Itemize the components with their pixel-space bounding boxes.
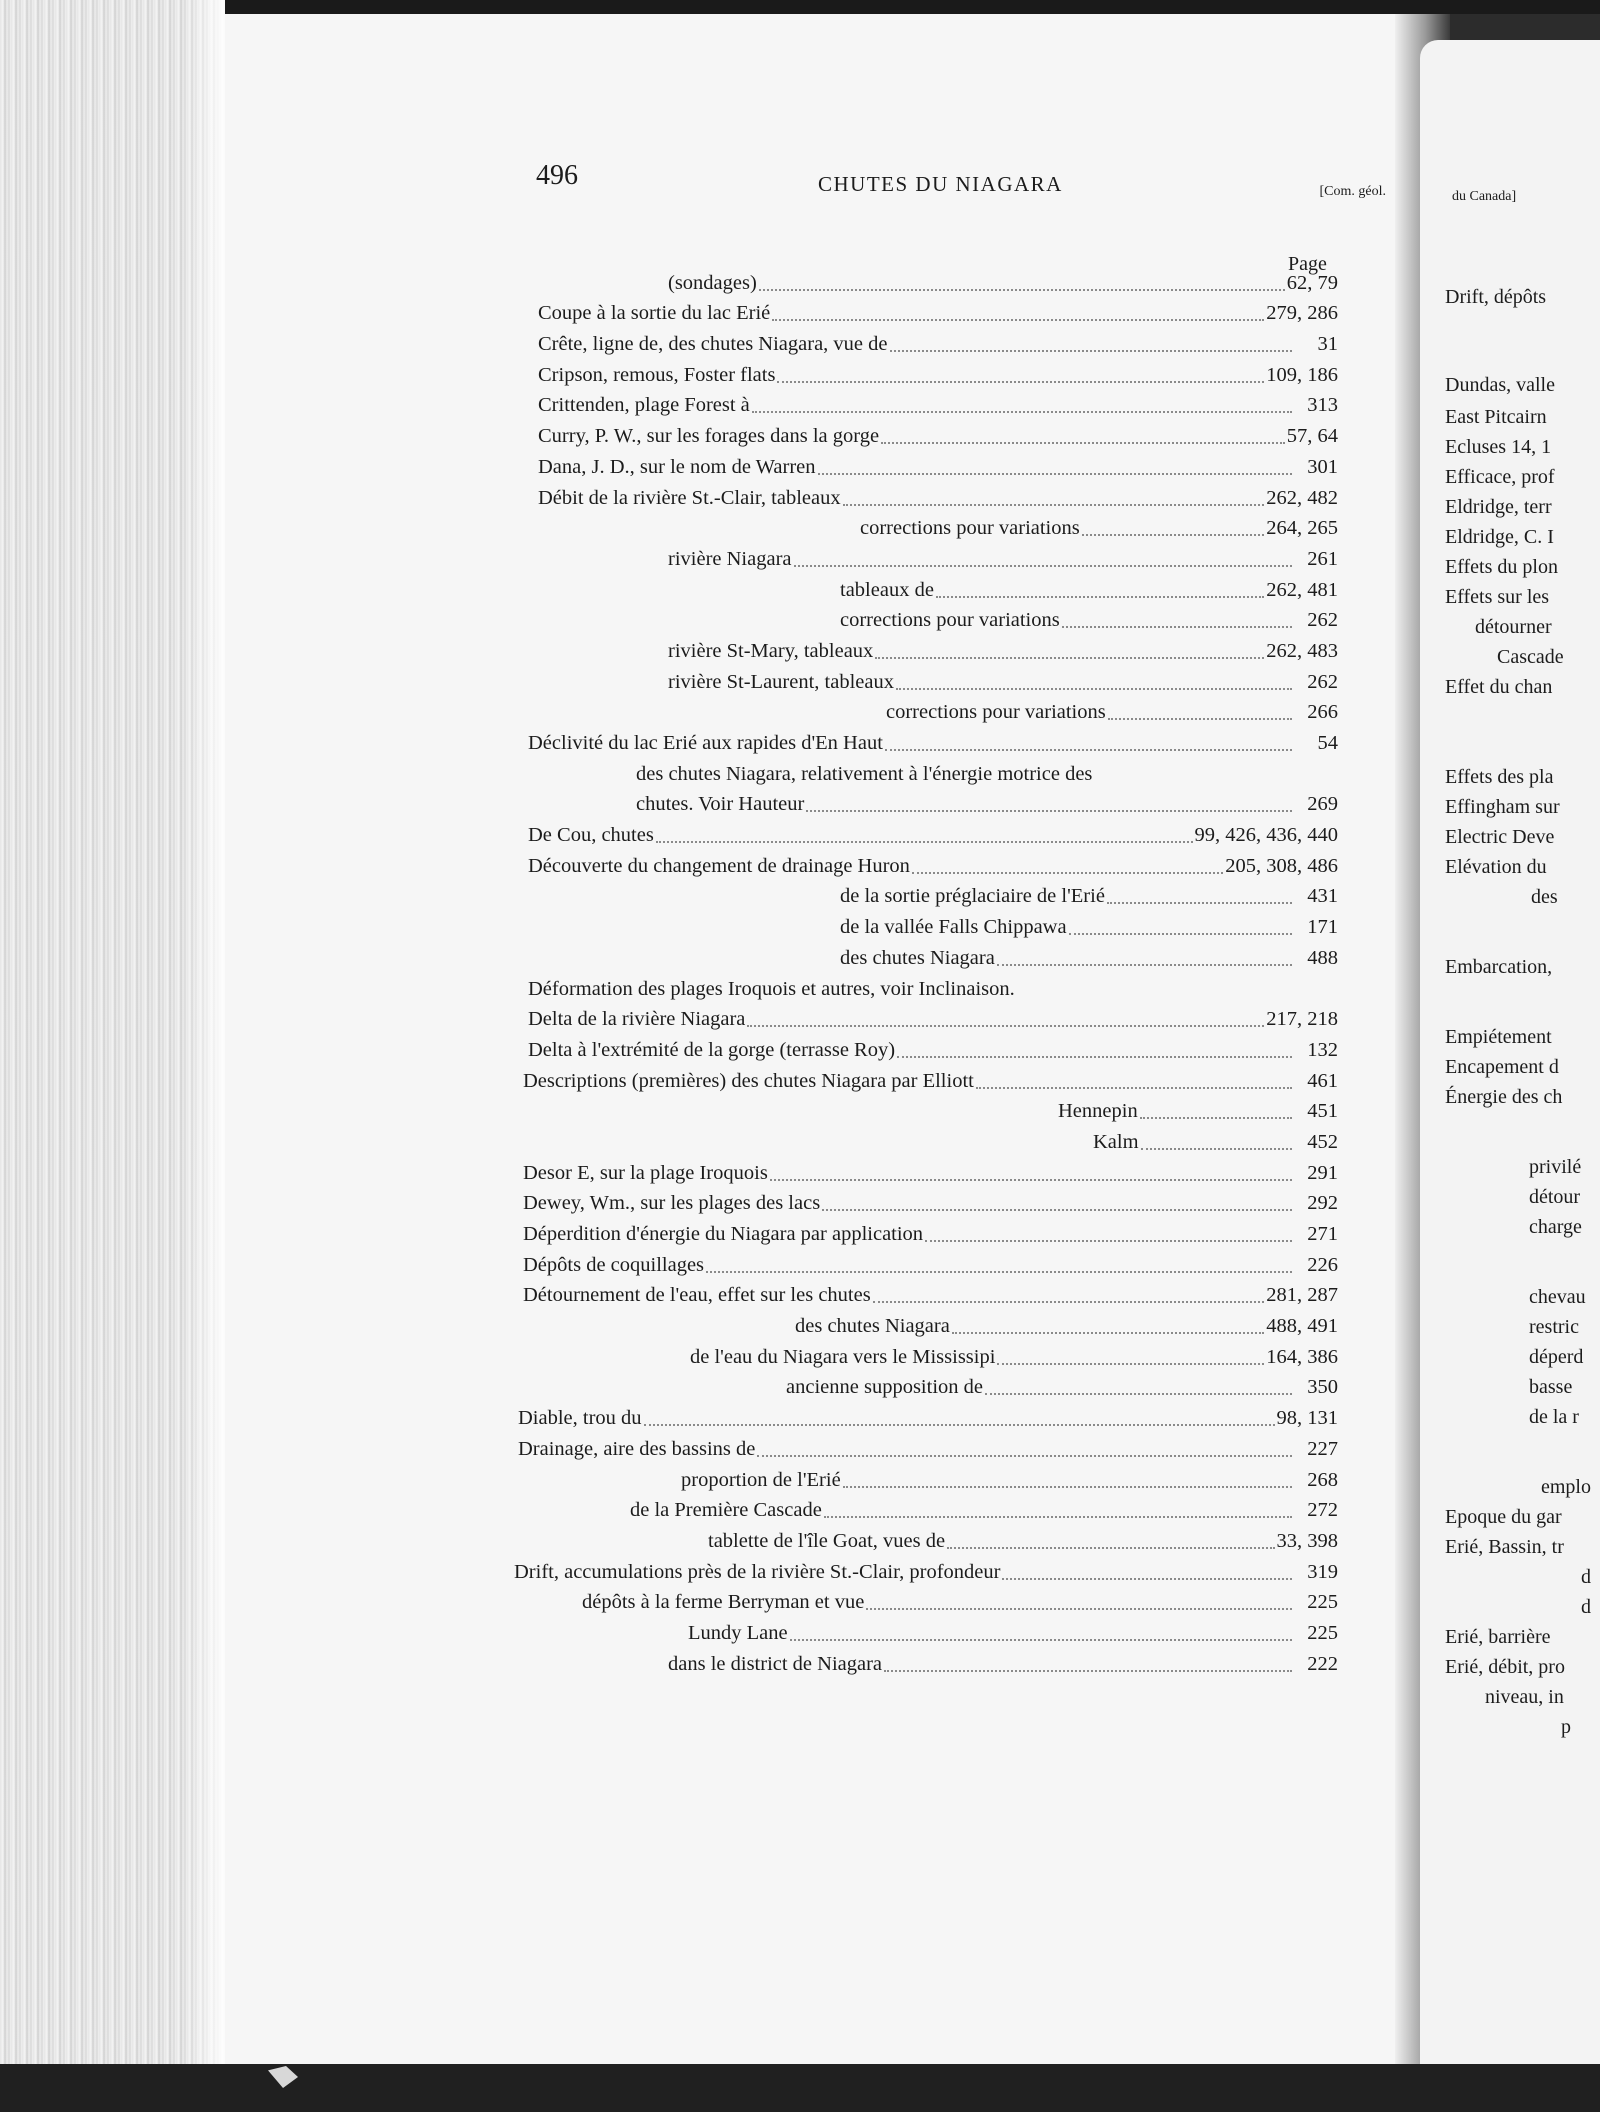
index-entry-text: Descriptions (premières) des chutes Niagara par Elliott [523, 1069, 974, 1092]
index-entry-text: ancienne supposition de [786, 1376, 983, 1399]
dot-leader [873, 1281, 1265, 1303]
index-entry [514, 417, 1338, 448]
right-page-line: Erié, barrière [1445, 1626, 1551, 1648]
index-entries [514, 264, 1338, 1676]
index-entry-text: Dépôts de coquillages [523, 1253, 705, 1276]
index-entry [514, 1154, 1338, 1185]
index-entry-text: (sondages) [668, 271, 757, 294]
index-entry-pages: 488, 491 [1266, 1315, 1338, 1338]
index-entry-pages: 319 [1307, 1560, 1338, 1583]
index-entry-text: des chutes Niagara [840, 946, 995, 969]
index-entry [514, 356, 1338, 387]
dot-leader [875, 637, 1264, 659]
right-page-line: charge [1529, 1216, 1582, 1238]
index-entry-pages: 292 [1307, 1192, 1338, 1215]
right-page-line: des [1531, 886, 1558, 908]
index-entry-pages: 271 [1307, 1223, 1338, 1245]
dot-leader [752, 391, 1292, 413]
index-entry-pages: 264, 265 [1266, 517, 1338, 540]
index-entry-text: rivière Niagara [668, 547, 792, 570]
right-page-line: Ecluses 14, 1 [1445, 436, 1552, 458]
right-page-line: restric [1529, 1316, 1579, 1338]
index-entry-pages: 488 [1307, 946, 1338, 969]
right-page-line: Effingham sur [1445, 796, 1560, 818]
index-entry-pages: 291 [1307, 1161, 1338, 1184]
scan-bottom-edge [0, 2064, 1600, 2112]
index-entry-text: dans le district de Niagara [668, 1652, 883, 1675]
index-entry [514, 510, 1338, 541]
index-entry-pages: 452 [1307, 1130, 1338, 1153]
right-page-line: détour [1529, 1186, 1581, 1208]
index-entry-text: Déformation des plages Iroquois et autres, voir Inclinaison. [528, 977, 1015, 1000]
index-entry [514, 786, 1338, 817]
index-entry-pages: 301 [1307, 455, 1338, 478]
dot-leader [1140, 1097, 1292, 1119]
right-page-line: basse [1529, 1376, 1573, 1398]
index-entry-pages: 313 [1307, 394, 1338, 417]
right-page-line: Empiétement [1445, 1026, 1552, 1048]
dot-leader [881, 422, 1285, 444]
index-entry [514, 540, 1338, 571]
dot-leader [818, 453, 1293, 475]
index-entry-text: Dewey, Wm., sur les plages des lacs [523, 1192, 821, 1215]
index-entry [514, 264, 1338, 295]
index-entry-pages: 99, 426, 436, 440 [1194, 824, 1338, 847]
right-page-line: Dundas, valle [1445, 374, 1555, 396]
index-entry [514, 1369, 1338, 1400]
right-page-line: Énergie des ch [1445, 1086, 1563, 1108]
index-entry-text: Dana, J. D., sur le nom de Warren [538, 455, 816, 478]
index-entry-text: Cripson, remous, Foster flats [538, 363, 776, 386]
index-entry-pages: 281, 287 [1266, 1284, 1338, 1307]
index-entry [514, 325, 1338, 356]
index-entry [514, 939, 1338, 970]
index-entry-pages: 217, 218 [1266, 1008, 1338, 1031]
index-entry-pages: 164, 386 [1266, 1345, 1338, 1368]
index-entry-text: Déperdition d'énergie du Niagara par application [523, 1223, 924, 1245]
right-page-line: Effets sur les [1445, 586, 1550, 608]
dot-leader [1017, 977, 1292, 997]
dot-leader [912, 852, 1223, 874]
dot-leader [884, 1650, 1292, 1672]
index-entry [514, 1031, 1338, 1062]
index-entry-pages: 272 [1307, 1499, 1338, 1522]
right-page-line: d [1581, 1566, 1591, 1588]
index-entry-text: Drainage, aire des bassins de [518, 1437, 756, 1460]
page-number: 496 [536, 160, 578, 191]
index-entry-pages: 461 [1307, 1069, 1338, 1092]
index-entry [514, 1277, 1338, 1308]
index-entry [514, 1093, 1338, 1124]
dot-leader [706, 1251, 1292, 1273]
right-page-line: chevau [1529, 1286, 1586, 1308]
right-page-line: détourner [1475, 616, 1552, 638]
index-entry-pages: 225 [1307, 1591, 1338, 1614]
index-entry-pages: 261 [1307, 547, 1338, 570]
index-entry-pages: 225 [1307, 1621, 1338, 1644]
index-entry-text: de la vallée Falls Chippawa [840, 916, 1067, 939]
dot-leader [1002, 1558, 1292, 1580]
dot-leader [936, 576, 1264, 598]
right-page [1420, 40, 1600, 2070]
dot-leader [1141, 1128, 1292, 1150]
dot-leader [896, 668, 1292, 690]
index-entry-pages: 262 [1307, 670, 1338, 693]
index-entry-pages: 62, 79 [1286, 271, 1338, 294]
index-entry-pages: 262 [1307, 609, 1338, 632]
dot-leader [1094, 762, 1292, 782]
index-entry-pages: 54 [1317, 732, 1338, 754]
right-page-line: East Pitcairn [1445, 406, 1547, 428]
index-entry [514, 479, 1338, 510]
dot-leader [866, 1588, 1292, 1610]
index-entry-text: de la sortie préglaciaire de l'Erié [840, 885, 1105, 908]
index-entry [514, 663, 1338, 694]
index-entry-pages: 262, 482 [1266, 486, 1338, 509]
right-page-line: emplo [1541, 1476, 1591, 1498]
dot-leader [843, 484, 1265, 506]
right-page-line: Effets des pla [1445, 766, 1554, 788]
right-page-line: Eldridge, C. I [1445, 526, 1554, 548]
index-entry [514, 1246, 1338, 1277]
dot-leader [1082, 514, 1265, 536]
dot-leader [757, 1435, 1292, 1457]
right-page-line: p [1561, 1716, 1571, 1738]
dot-leader [985, 1373, 1292, 1395]
index-entry-text: Coupe à la sortie du lac Erié [538, 302, 771, 325]
index-entry-pages: 268 [1307, 1468, 1338, 1491]
index-entry-text: tableaux de [840, 578, 934, 601]
dot-leader [890, 330, 1292, 352]
right-page-line: Elévation du [1445, 856, 1547, 878]
index-entry-text: Découverte du changement de drainage Huron [528, 854, 910, 877]
index-entry-text: Déclivité du lac Erié aux rapides d'En Haut [528, 732, 883, 754]
index-entry-text: chutes. Voir Hauteur [636, 793, 805, 816]
index-entry [514, 878, 1338, 909]
index-entry [514, 1062, 1338, 1093]
index-entry-text: Drift, accumulations près de la rivière St.-Clair, profondeur [514, 1560, 1001, 1583]
dot-leader [777, 361, 1264, 383]
dot-leader [1062, 606, 1292, 628]
index-entry-pages: 109, 186 [1266, 363, 1338, 386]
index-entry [514, 1185, 1338, 1216]
index-entry-text: des chutes Niagara [795, 1315, 950, 1338]
index-entry [514, 632, 1338, 663]
book-page-edges [0, 0, 225, 2112]
index-entry [514, 970, 1338, 1001]
right-page-line: Effets du plon [1445, 556, 1558, 578]
running-tag: [Com. géol. [1319, 184, 1386, 199]
dot-leader [1108, 698, 1292, 720]
index-entry-pages: 132 [1307, 1038, 1338, 1061]
scan-top-edge [0, 0, 1600, 14]
index-entry-pages: 98, 131 [1276, 1407, 1338, 1430]
dot-leader [822, 1189, 1292, 1211]
index-entry-pages: 205, 308, 486 [1225, 854, 1338, 877]
right-page-line: Electric Deve [1445, 826, 1555, 848]
dot-leader [997, 944, 1292, 966]
index-entry-pages: 451 [1307, 1100, 1338, 1123]
index-entry-pages: 431 [1307, 885, 1338, 908]
index-entry [514, 694, 1338, 725]
index-entry-pages: 222 [1307, 1652, 1338, 1675]
index-entry-pages: 279, 286 [1266, 302, 1338, 325]
index-entry-pages: 33, 398 [1276, 1529, 1338, 1552]
running-head [536, 160, 1386, 200]
index-entry [514, 1307, 1338, 1338]
index-entry-pages: 31 [1317, 333, 1338, 356]
right-page-line: Eldridge, terr [1445, 496, 1552, 518]
dot-leader [644, 1404, 1275, 1426]
index-entry [514, 1001, 1338, 1032]
index-entry [514, 1522, 1338, 1553]
index-entry [514, 1399, 1338, 1430]
index-entry [514, 1215, 1338, 1246]
index-entry-text: dépôts à la ferme Berryman et vue [582, 1591, 865, 1614]
index-entry [514, 1614, 1338, 1645]
right-page-line: Erié, Bassin, tr [1445, 1536, 1564, 1558]
index-entry-text: de la Première Cascade [630, 1499, 822, 1522]
index-entry [514, 295, 1338, 326]
index-entry-text: Débit de la rivière St.-Clair, tableaux [538, 486, 841, 509]
index-entry [514, 1492, 1338, 1523]
index-entry-pages: 266 [1307, 701, 1338, 724]
dot-leader [824, 1496, 1292, 1518]
index-entry [514, 1430, 1338, 1461]
index-entry-text: proportion de l'Erié [681, 1468, 841, 1491]
right-page-line: Encapement d [1445, 1056, 1559, 1078]
index-entry [514, 1338, 1338, 1369]
index-entry [514, 387, 1338, 418]
index-entry [514, 1123, 1338, 1154]
dot-leader [790, 1619, 1292, 1641]
index-entry [514, 1461, 1338, 1492]
index-entry-pages: 262, 481 [1266, 578, 1338, 601]
index-entry-text: corrections pour variations [860, 517, 1080, 540]
index-entry [514, 1553, 1338, 1584]
index-entry-text: corrections pour variations [840, 609, 1060, 632]
index-entry-pages: 171 [1307, 916, 1338, 939]
dot-leader [897, 1036, 1292, 1058]
index-entry-text: corrections pour variations [886, 701, 1106, 724]
index-entry [514, 847, 1338, 878]
index-entry-text: Détournement de l'eau, effet sur les chutes [523, 1284, 871, 1307]
index-entry-text: tablette de l'île Goat, vues de [708, 1529, 946, 1552]
index-entry-text: rivière St-Laurent, tableaux [668, 670, 894, 693]
index-entry-pages: 350 [1307, 1376, 1338, 1399]
index-entry-text: Hennepin [1058, 1100, 1138, 1123]
running-title: CHUTES DU NIAGARA [818, 172, 1063, 196]
index-entry-text: Delta à l'extrémité de la gorge (terrasse Roy) [528, 1038, 896, 1061]
page-column-label: Page [1288, 253, 1327, 275]
dot-leader [794, 545, 1293, 567]
index-entry-text: rivière St-Mary, tableaux [668, 639, 874, 662]
dot-leader [952, 1312, 1264, 1334]
dot-leader [843, 1466, 1292, 1488]
index-entry-text: De Cou, chutes [528, 824, 654, 847]
index-entry [514, 448, 1338, 479]
right-page-line: Efficace, prof [1445, 466, 1555, 488]
dot-leader [976, 1067, 1292, 1089]
index-entry [514, 816, 1338, 847]
index-entry-text: Lundy Lane [688, 1621, 788, 1644]
dot-leader [925, 1220, 1292, 1242]
dot-leader [885, 729, 1292, 751]
right-page-line: Embarcation, [1445, 956, 1553, 978]
index-entry-pages: 269 [1307, 793, 1338, 816]
index-entry-text: Desor E, sur la plage Iroquois [523, 1161, 768, 1184]
index-entry [514, 908, 1338, 939]
dot-leader [1069, 913, 1292, 935]
index-entry [514, 1645, 1338, 1676]
index-entry [514, 755, 1338, 786]
index-entry [514, 602, 1338, 633]
dot-leader [770, 1159, 1292, 1181]
index-entry-pages: 262, 483 [1266, 639, 1338, 662]
right-page-line: niveau, in [1485, 1686, 1564, 1708]
dot-leader [1107, 882, 1292, 904]
index-entry-text: Kalm [1093, 1130, 1139, 1153]
dot-leader [656, 821, 1193, 843]
right-page-line: Epoque du gar [1445, 1506, 1562, 1528]
index-entry [514, 571, 1338, 602]
dot-leader [772, 299, 1264, 321]
index-entry [514, 724, 1338, 755]
dot-leader [747, 1005, 1264, 1027]
index-entry-pages: 57, 64 [1286, 425, 1338, 448]
right-page-line: privilé [1529, 1156, 1582, 1178]
index-entry-text: Crittenden, plage Forest à [538, 394, 750, 417]
right-page-line: déperd [1529, 1346, 1584, 1368]
index-entry-text: Delta de la rivière Niagara [528, 1008, 746, 1031]
index-entry-pages: 226 [1307, 1253, 1338, 1276]
dot-leader [806, 790, 1292, 812]
dot-leader [997, 1343, 1264, 1365]
dot-leader [759, 269, 1285, 291]
index-entry-text: des chutes Niagara, relativement à l'énergie motrice des [636, 762, 1093, 785]
right-page-line: Effet du chan [1445, 676, 1553, 698]
dot-leader [947, 1527, 1274, 1549]
right-page-line: d [1581, 1596, 1591, 1618]
index-entry-text: Crête, ligne de, des chutes Niagara, vue de [538, 333, 888, 356]
index-entry-text: Curry, P. W., sur les forages dans la gorge [538, 425, 880, 448]
right-page-line: Erié, débit, pro [1445, 1656, 1565, 1678]
index-entry-text: Diable, trou du [518, 1407, 642, 1430]
index-entry [514, 1584, 1338, 1615]
right-page-line: de la r [1529, 1406, 1579, 1428]
right-page-line: Cascade [1497, 646, 1564, 668]
right-page-line: Drift, dépôts [1445, 286, 1547, 308]
index-entry-text: de l'eau du Niagara vers le Mississipi [690, 1345, 996, 1368]
right-page-header: du Canada] [1452, 189, 1517, 204]
index-entry-pages: 227 [1307, 1437, 1338, 1460]
